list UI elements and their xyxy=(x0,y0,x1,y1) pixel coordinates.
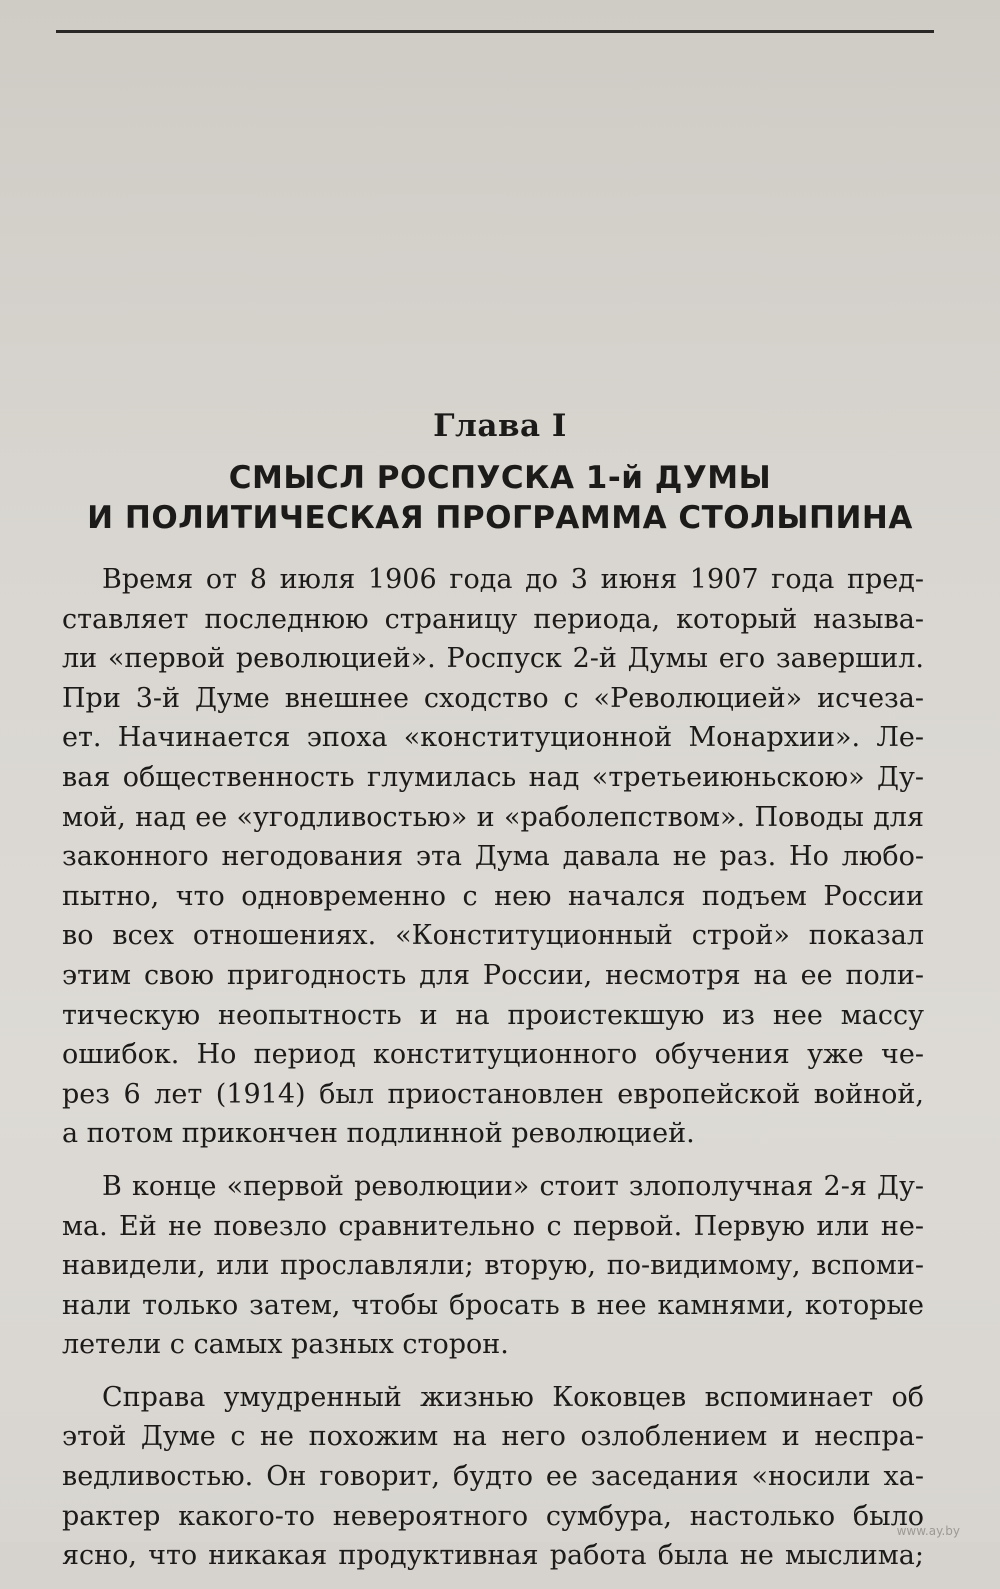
text-line: рактер какого-то невероятного сумбура, настолько было xyxy=(62,1500,924,1532)
text-line: мой, над ее «угодливостью» и «раболепством». Поводы для xyxy=(62,801,924,833)
text-line: пытно, что одновременно с нею начался подъем России xyxy=(62,880,924,912)
text-line: При 3-й Думе внешнее сходство с «Революцией» исчеза- xyxy=(62,682,924,714)
chapter-label: Глава I xyxy=(433,408,567,444)
text-line: ведливостью. Он говорит, будто ее заседания «носили ха- xyxy=(62,1461,924,1493)
watermark: www.ay.by xyxy=(896,1524,960,1538)
paragraph xyxy=(62,560,924,1154)
text-line: Справа умудренный жизнью Коковцев вспоминает об xyxy=(102,1381,924,1413)
chapter-title-line: И ПОЛИТИЧЕСКАЯ ПРОГРАММА СТОЛЫПИНА xyxy=(87,500,913,536)
body-text xyxy=(62,560,924,1589)
text-line: нали только затем, чтобы бросать в нее камнями, которые xyxy=(62,1289,924,1321)
paragraph xyxy=(62,1378,924,1576)
text-line: В конце «первой революции» стоит злополучная 2-я Ду- xyxy=(102,1170,924,1202)
text-line: законного негодования эта Дума давала не раз. Но любо- xyxy=(62,841,924,873)
text-line: а потом прикончен подлинной революцией. xyxy=(62,1118,695,1150)
text-line: ошибок. Но период конституционного обучения уже че- xyxy=(62,1039,924,1071)
text-line: тическую неопытность и на проистекшую из нее массу xyxy=(62,999,924,1031)
text-line: ставляет последнюю страницу периода, который называ- xyxy=(62,603,924,635)
text-line: этой Думе с не похожим на него озлоблением и неспра- xyxy=(62,1421,924,1453)
text-line: Время от 8 июля 1906 года до 3 июня 1907 года пред- xyxy=(102,564,924,595)
text-line: летели с самых разных сторон. xyxy=(62,1329,509,1361)
text-line: во всех отношениях. «Конституционный строй» показал xyxy=(62,920,924,952)
text-line: ма. Ей не повезло сравнительно с первой. Первую или не- xyxy=(62,1210,924,1242)
chapter-title xyxy=(80,458,920,538)
text-line: ет. Начинается эпоха «конституционной Монархии». Ле- xyxy=(62,722,924,754)
text-line: этим свою пригодность для России, несмотря на ее поли- xyxy=(62,959,924,991)
text-line: ясно, что никакая продуктивная работа была не мыслима; xyxy=(62,1540,924,1572)
paragraph xyxy=(62,1167,924,1365)
text-line: вая общественность глумилась над «третьеиюньскою» Ду- xyxy=(62,761,924,793)
header-rule xyxy=(56,30,934,33)
text-line: ли «первой революцией». Роспуск 2-й Думы его завершил. xyxy=(62,643,924,675)
text-line: рез 6 лет (1914) был приостановлен европейской войной, xyxy=(62,1078,924,1110)
chapter-title-line: СМЫСЛ РОСПУСКА 1-й ДУМЫ xyxy=(228,460,772,496)
text-line: навидели, или прославляли; вторую, по-видимому, вспоми- xyxy=(62,1250,924,1282)
